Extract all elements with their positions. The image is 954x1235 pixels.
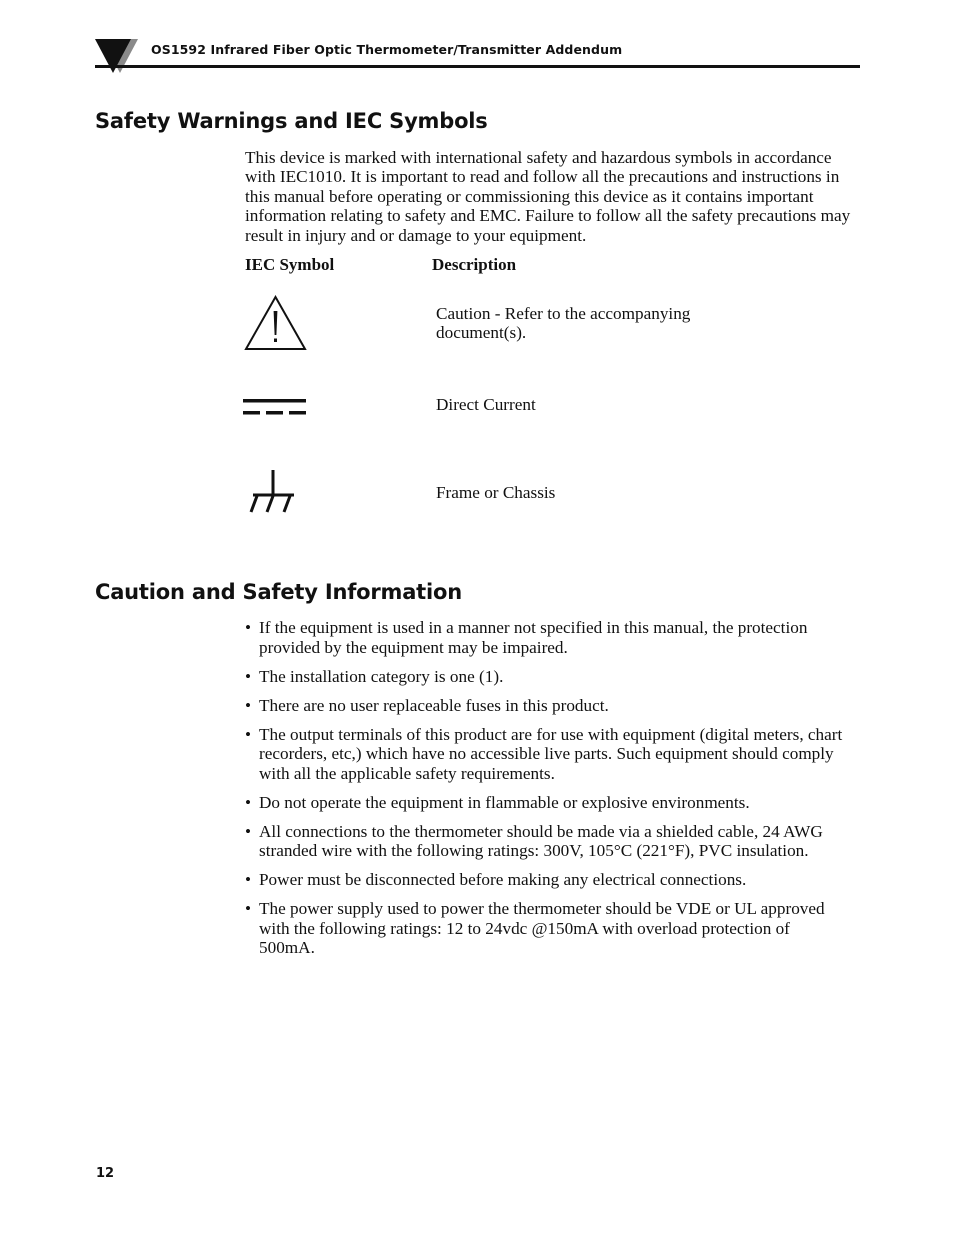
safety-intro-paragraph: This device is marked with international safety and hazardous symbols in accordance with IEC1010. It is important to read and follow all the precautions and instructions in this manual before operating or commissioning this device as it contains important information relating to safety and EMC. Failure to follow all the safety precautions may result in injury and or damage to your equipment. — [245, 148, 851, 245]
list-item: • Power must be disconnected before making any electrical connections. — [245, 870, 747, 889]
column-header-iec-symbol: IEC Symbol — [245, 255, 335, 274]
list-item: • The power supply used to power the thermometer should be VDE or UL approved with the following ratings: 12 to 24vdc @150mA with overload protection of 500mA. — [245, 899, 825, 957]
brand-logo-icon — [93, 38, 139, 74]
caution-triangle-icon — [244, 295, 307, 351]
bullet-glyph: • — [245, 695, 252, 715]
direct-current-icon — [243, 398, 307, 416]
bullet-glyph: • — [245, 618, 252, 637]
description-frame-chassis: Frame or Chassis — [436, 483, 556, 502]
document-header-title: OS1592 Infrared Fiber Optic Thermometer/Transmitter Addendum — [151, 42, 623, 57]
list-item: • If the equipment is used in a manner not specified in this manual, the protection provided by the equipment may be impaired. — [245, 618, 808, 657]
list-item: • There are no user replaceable fuses in this product. — [245, 695, 609, 715]
bullet-glyph: • — [245, 899, 252, 918]
section-title-caution-safety: Caution and Safety Information — [95, 580, 462, 604]
description-caution: Caution - Refer to the accompanying document(s). — [436, 304, 691, 343]
list-item: • The output terminals of this product are for use with equipment (digital meters, chart recorders, etc,) which have no accessible live parts. Such equipment should comply with all the applicable safety requirements. — [245, 724, 843, 783]
section-title-safety-warnings: Safety Warnings and IEC Symbols — [95, 109, 488, 133]
list-item: • The installation category is one (1). — [245, 666, 504, 686]
list-item: • All connections to the thermometer should be made via a shielded cable, 24 AWG stranded wire with the following ratings: 300V, 105°C (221°F), PVC insulation. — [245, 821, 823, 860]
frame-chassis-ground-icon — [248, 469, 298, 515]
bullet-glyph: • — [245, 821, 252, 841]
list-item: • Do not operate the equipment in flammable or explosive environments. — [245, 792, 750, 812]
bullet-glyph: • — [245, 724, 252, 744]
description-direct-current: Direct Current — [436, 395, 536, 414]
bullet-glyph: • — [245, 870, 252, 889]
safety-bullet-list — [245, 618, 845, 967]
bullet-glyph: • — [245, 666, 252, 686]
bullet-glyph: • — [245, 792, 252, 812]
header-divider — [95, 65, 860, 68]
page-number: 12 — [96, 1166, 115, 1181]
column-header-description: Description — [432, 255, 517, 274]
